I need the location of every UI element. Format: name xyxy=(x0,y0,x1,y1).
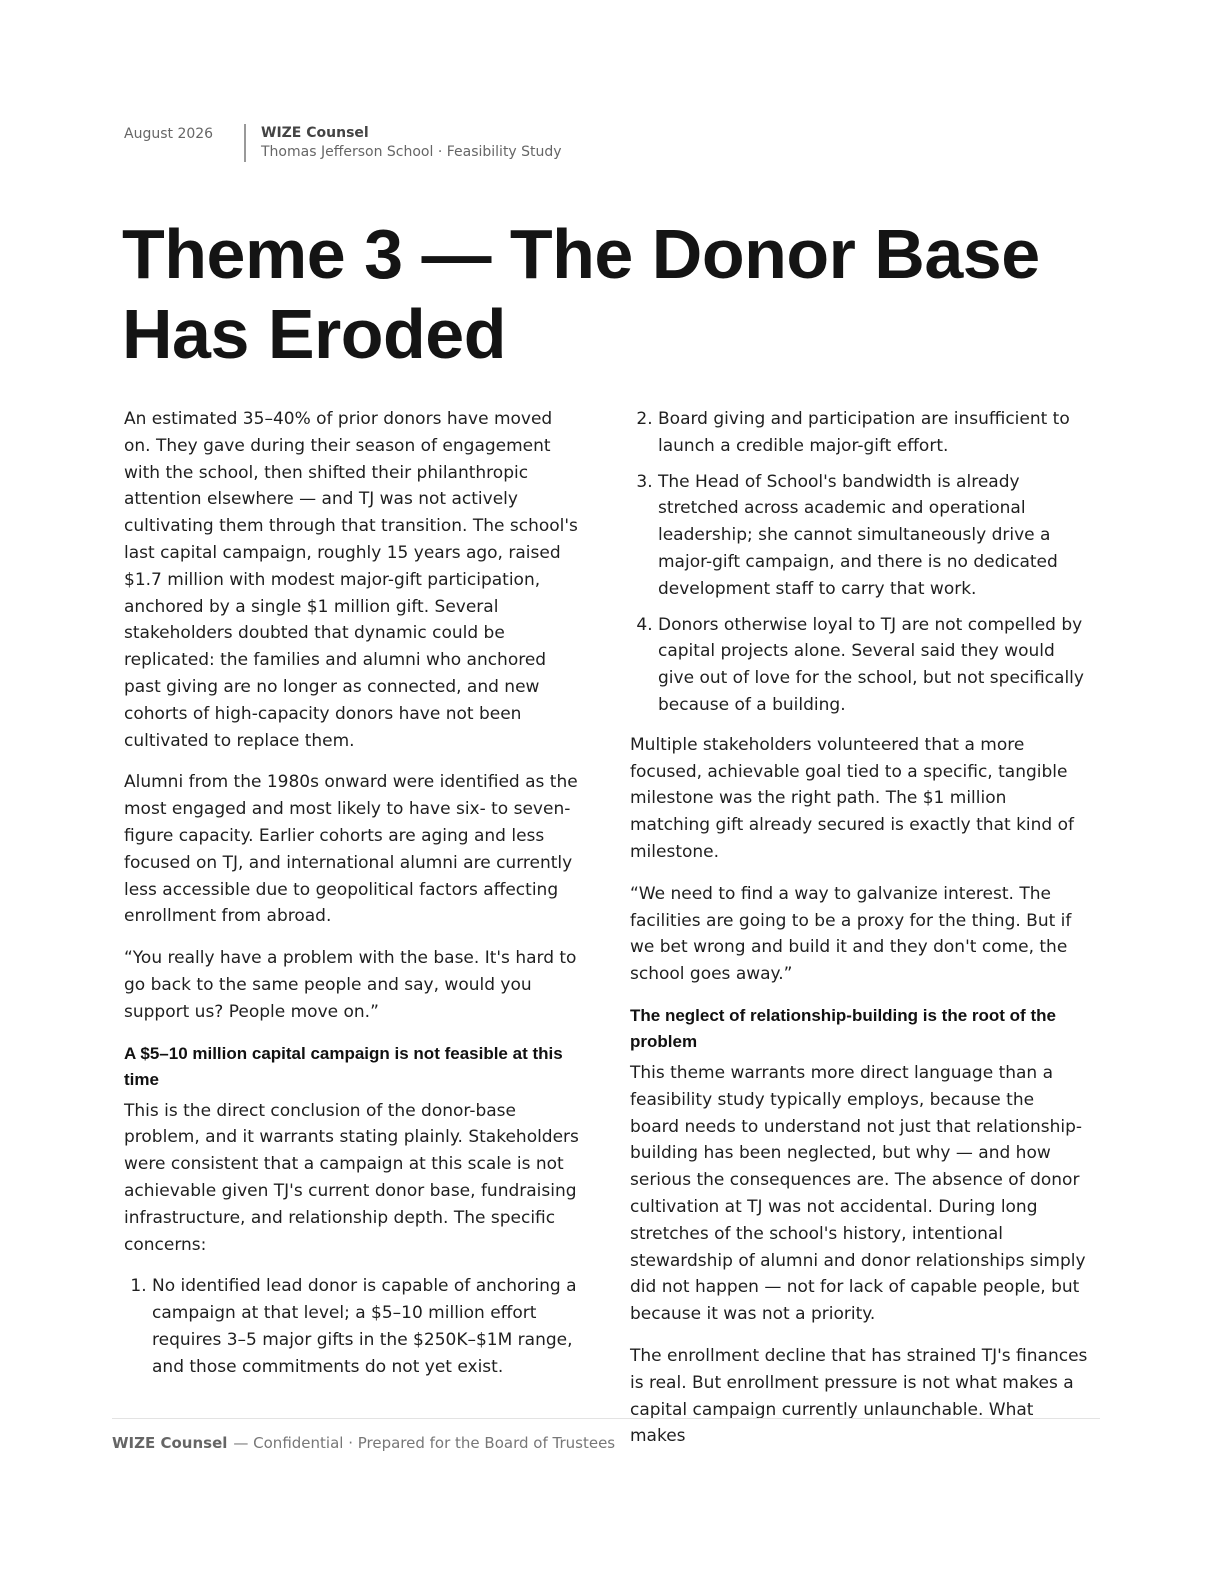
paragraph-focused-goal: Multiple stakeholders volunteered that a more focused, achievable goal tied to a specific, tangible milestone was the right path. The $1 million matching gift already secured is exactly that kind of milestone. xyxy=(630,734,1074,862)
concerns-list-part-1 xyxy=(124,1273,580,1380)
quote-galvanize-interest: “We need to find a way to galvanize interest. The facilities are going to be a proxy for the thing. But if we bet wrong and build it and they don't come, the school goes away.” xyxy=(630,883,1072,985)
concern-item-4: 4. Donors otherwise loyal to TJ are not compelled by capital projects alone. Several said they would give out of love for the school, but not specifically because of a building. xyxy=(658,612,1088,719)
paragraph-direct-language: This theme warrants more direct language than a feasibility study typically employs, because the board needs to understand not just that relationship-building has been neglected, but why — and how serious the consequences are. The absence of donor cultivation at TJ was not accidental. During long stretches of the school's history, intentional stewardship of alumni and donor relationships simply did not happen — not for lack of capable people, but because it was not a priority. xyxy=(630,1062,1086,1325)
left-column xyxy=(124,406,580,1394)
concern-item-2: 2. Board giving and participation are insufficient to launch a credible major-gift effort. xyxy=(658,406,1088,460)
header-org-block xyxy=(244,124,562,162)
page-footer xyxy=(112,1433,615,1453)
report-date: August 2026 xyxy=(124,126,214,142)
concern-item-1: 1. No identified lead donor is capable of anchoring a campaign at that level; a $5–10 million effort requires 3–5 major gifts in the $250K–$1M range, and those commitments do not yet exist. xyxy=(152,1273,580,1380)
quote-base-problem: “You really have a problem with the base. It's hard to go back to the same people and say, would you support us? People move on.” xyxy=(124,948,577,1022)
page-title: Theme 3 — The Donor Base Has Eroded xyxy=(122,215,1040,373)
paragraph-direct-conclusion: This is the direct conclusion of the donor-base problem, and it warrants stating plainly. Stakeholders were consistent that a campaign at this scale is not achievable given TJ's current donor base, fundraising infrastructure, and relationship depth. The specific concerns: xyxy=(124,1100,579,1255)
page-header xyxy=(124,124,562,162)
footer-text: — Confidential · Prepared for the Board of Trustees xyxy=(233,1434,616,1452)
paragraph-alumni-cohorts: Alumni from the 1980s onward were identified as the most engaged and most likely to have six- to seven-figure capacity. Earlier cohorts are aging and less focused on TJ, and international alumni are currently less accessible due to geopolitical factors affecting enrollment from abroad. xyxy=(124,772,578,927)
heading-campaign-not-feasible: A $5–10 million capital campaign is not feasible at this time xyxy=(124,1043,563,1089)
right-column xyxy=(630,406,1088,1465)
concern-item-3: 3. The Head of School's bandwidth is already stretched across academic and operational leadership; she cannot simultaneously drive a major-gift campaign, and there is no dedicated development staff to carry that work. xyxy=(658,469,1088,603)
footer-brand: WIZE Counsel xyxy=(112,1434,228,1452)
paragraph-enrollment-decline: The enrollment decline that has strained TJ's finances is real. But enrollment pressure is not what makes a capital campaign currently unlaunchable. What makes xyxy=(630,1345,1088,1447)
paragraph-donors-moved-on: An estimated 35–40% of prior donors have moved on. They gave during their season of engagement with the school, then shifted their philanthropic attention elsewhere — and TJ was not actively cultivating them through that transition. The school's last capital campaign, roughly 15 years ago, raised $1.7 million with modest major-gift participation, anchored by a single $1 million gift. Several stakeholders doubted that dynamic could be replicated: the families and alumni who anchored past giving are no longer as connected, and new cohorts of high-capacity donors have not been cultivated to replace them. xyxy=(124,409,578,751)
header-subtitle: Thomas Jefferson School · Feasibility Study xyxy=(261,144,562,160)
heading-relationship-neglect: The neglect of relationship-building is the root of the problem xyxy=(630,1005,1056,1051)
concerns-list-part-2 xyxy=(630,406,1088,719)
footer-divider xyxy=(112,1418,1100,1419)
header-org-name: WIZE Counsel xyxy=(261,125,369,141)
